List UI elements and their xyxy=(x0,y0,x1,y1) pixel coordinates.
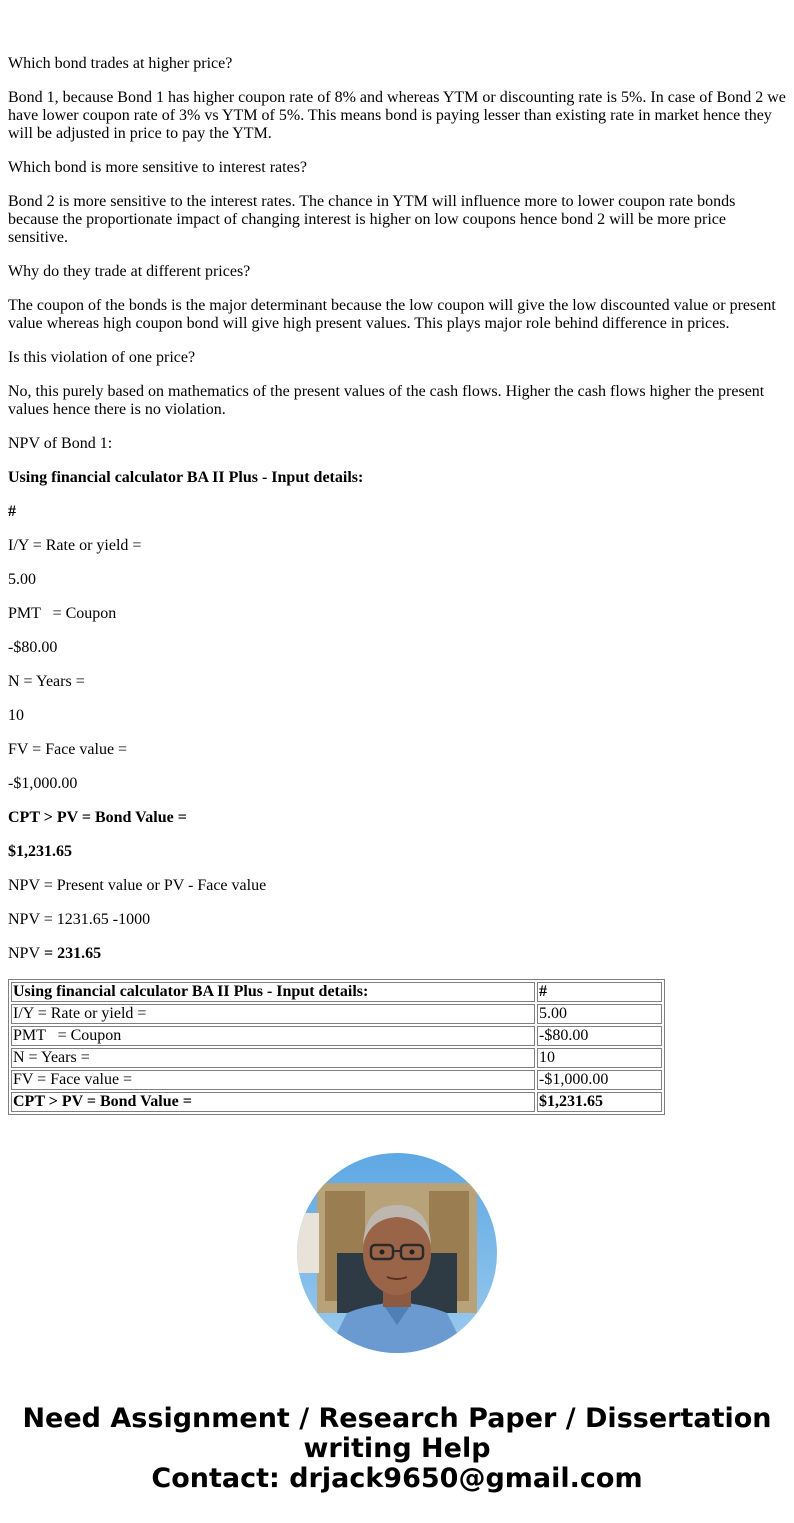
calc-header: Using financial calculator BA II Plus - Input details: xyxy=(8,469,364,486)
table-cell-value: 10 xyxy=(537,1048,662,1068)
promo-contact: Contact: drjack9650@gmail.com xyxy=(151,1463,643,1494)
answer-3: The coupon of the bonds is the major determinant because the low coupon will give the low discounted value or present value whereas high coupon bond will give high present values. This plays major role behind difference in prices. xyxy=(8,297,776,332)
table-cell-value: # xyxy=(537,982,662,1002)
table-row xyxy=(11,1048,662,1068)
n-label: N = Years = xyxy=(8,673,85,690)
promo-line-2: writing Help xyxy=(303,1433,491,1464)
table-row xyxy=(11,982,662,1002)
cpt-label: CPT > PV = Bond Value = xyxy=(8,809,187,826)
fv-value: -$1,000.00 xyxy=(8,775,78,792)
question-2: Which bond is more sensitive to interest rates? xyxy=(8,159,308,176)
table-cell-label: CPT > PV = Bond Value = xyxy=(11,1092,535,1112)
npv-heading: NPV of Bond 1: xyxy=(8,435,113,452)
calculator-table xyxy=(8,979,665,1115)
table-cell-label: FV = Face value = xyxy=(11,1070,535,1090)
table-cell-value: -$1,000.00 xyxy=(537,1070,662,1090)
question-3: Why do they trade at different prices? xyxy=(8,263,251,280)
table-cell-value: $1,231.65 xyxy=(537,1092,662,1112)
table-cell-label: PMT = Coupon xyxy=(11,1026,535,1046)
promo-line-1: Need Assignment / Research Paper / Dissertation xyxy=(22,1403,772,1434)
cpt-value: $1,231.65 xyxy=(8,843,72,860)
table-cell-label: I/Y = Rate or yield = xyxy=(11,1004,535,1024)
npv-calc: NPV = 1231.65 -1000 xyxy=(8,911,151,928)
answer-4: No, this purely based on mathematics of the present values of the cash flows. Higher the cash flows higher the present values hence there is no violation. xyxy=(8,383,765,418)
table-cell-value: -$80.00 xyxy=(537,1026,662,1046)
table-cell-value: 5.00 xyxy=(537,1004,662,1024)
answer-2: Bond 2 is more sensitive to the interest rates. The chance in YTM will influence more to lower coupon rate bonds because the proportionate impact of changing interest is higher on low coupons hence bond 2 will be more price sensitive. xyxy=(8,193,736,246)
question-4: Is this violation of one price? xyxy=(8,349,196,366)
promo-banner xyxy=(0,1404,794,1494)
author-portrait-image xyxy=(297,1153,497,1353)
pmt-label: PMT = Coupon xyxy=(8,605,117,622)
calc-hash: # xyxy=(8,503,16,520)
author-photo xyxy=(297,1153,497,1353)
table-cell-label: N = Years = xyxy=(11,1048,535,1068)
npv-result-value: = 231.65 xyxy=(40,945,102,962)
answer-1: Bond 1, because Bond 1 has higher coupon rate of 8% and whereas YTM or discounting rate is 5%. In case of Bond 2 we have lower coupon rate of 3% vs YTM of 5%. This means bond is paying lesser than existing rate in market hence they will be adjusted in price to pay the YTM. xyxy=(8,89,786,142)
table-row xyxy=(11,1092,662,1112)
fv-label: FV = Face value = xyxy=(8,741,128,758)
pmt-value: -$80.00 xyxy=(8,639,58,656)
npv-result-prefix: NPV xyxy=(8,945,41,962)
question-1: Which bond trades at higher price? xyxy=(8,55,233,72)
table-row xyxy=(11,1004,662,1024)
npv-formula: NPV = Present value or PV - Face value xyxy=(8,877,267,894)
table-row xyxy=(11,1070,662,1090)
iy-label: I/Y = Rate or yield = xyxy=(8,537,142,554)
table-row xyxy=(11,1026,662,1046)
table-cell-label: Using financial calculator BA II Plus - Input details: xyxy=(11,982,535,1002)
n-value: 10 xyxy=(8,707,24,724)
npv-result xyxy=(8,945,788,963)
iy-value: 5.00 xyxy=(8,571,36,588)
